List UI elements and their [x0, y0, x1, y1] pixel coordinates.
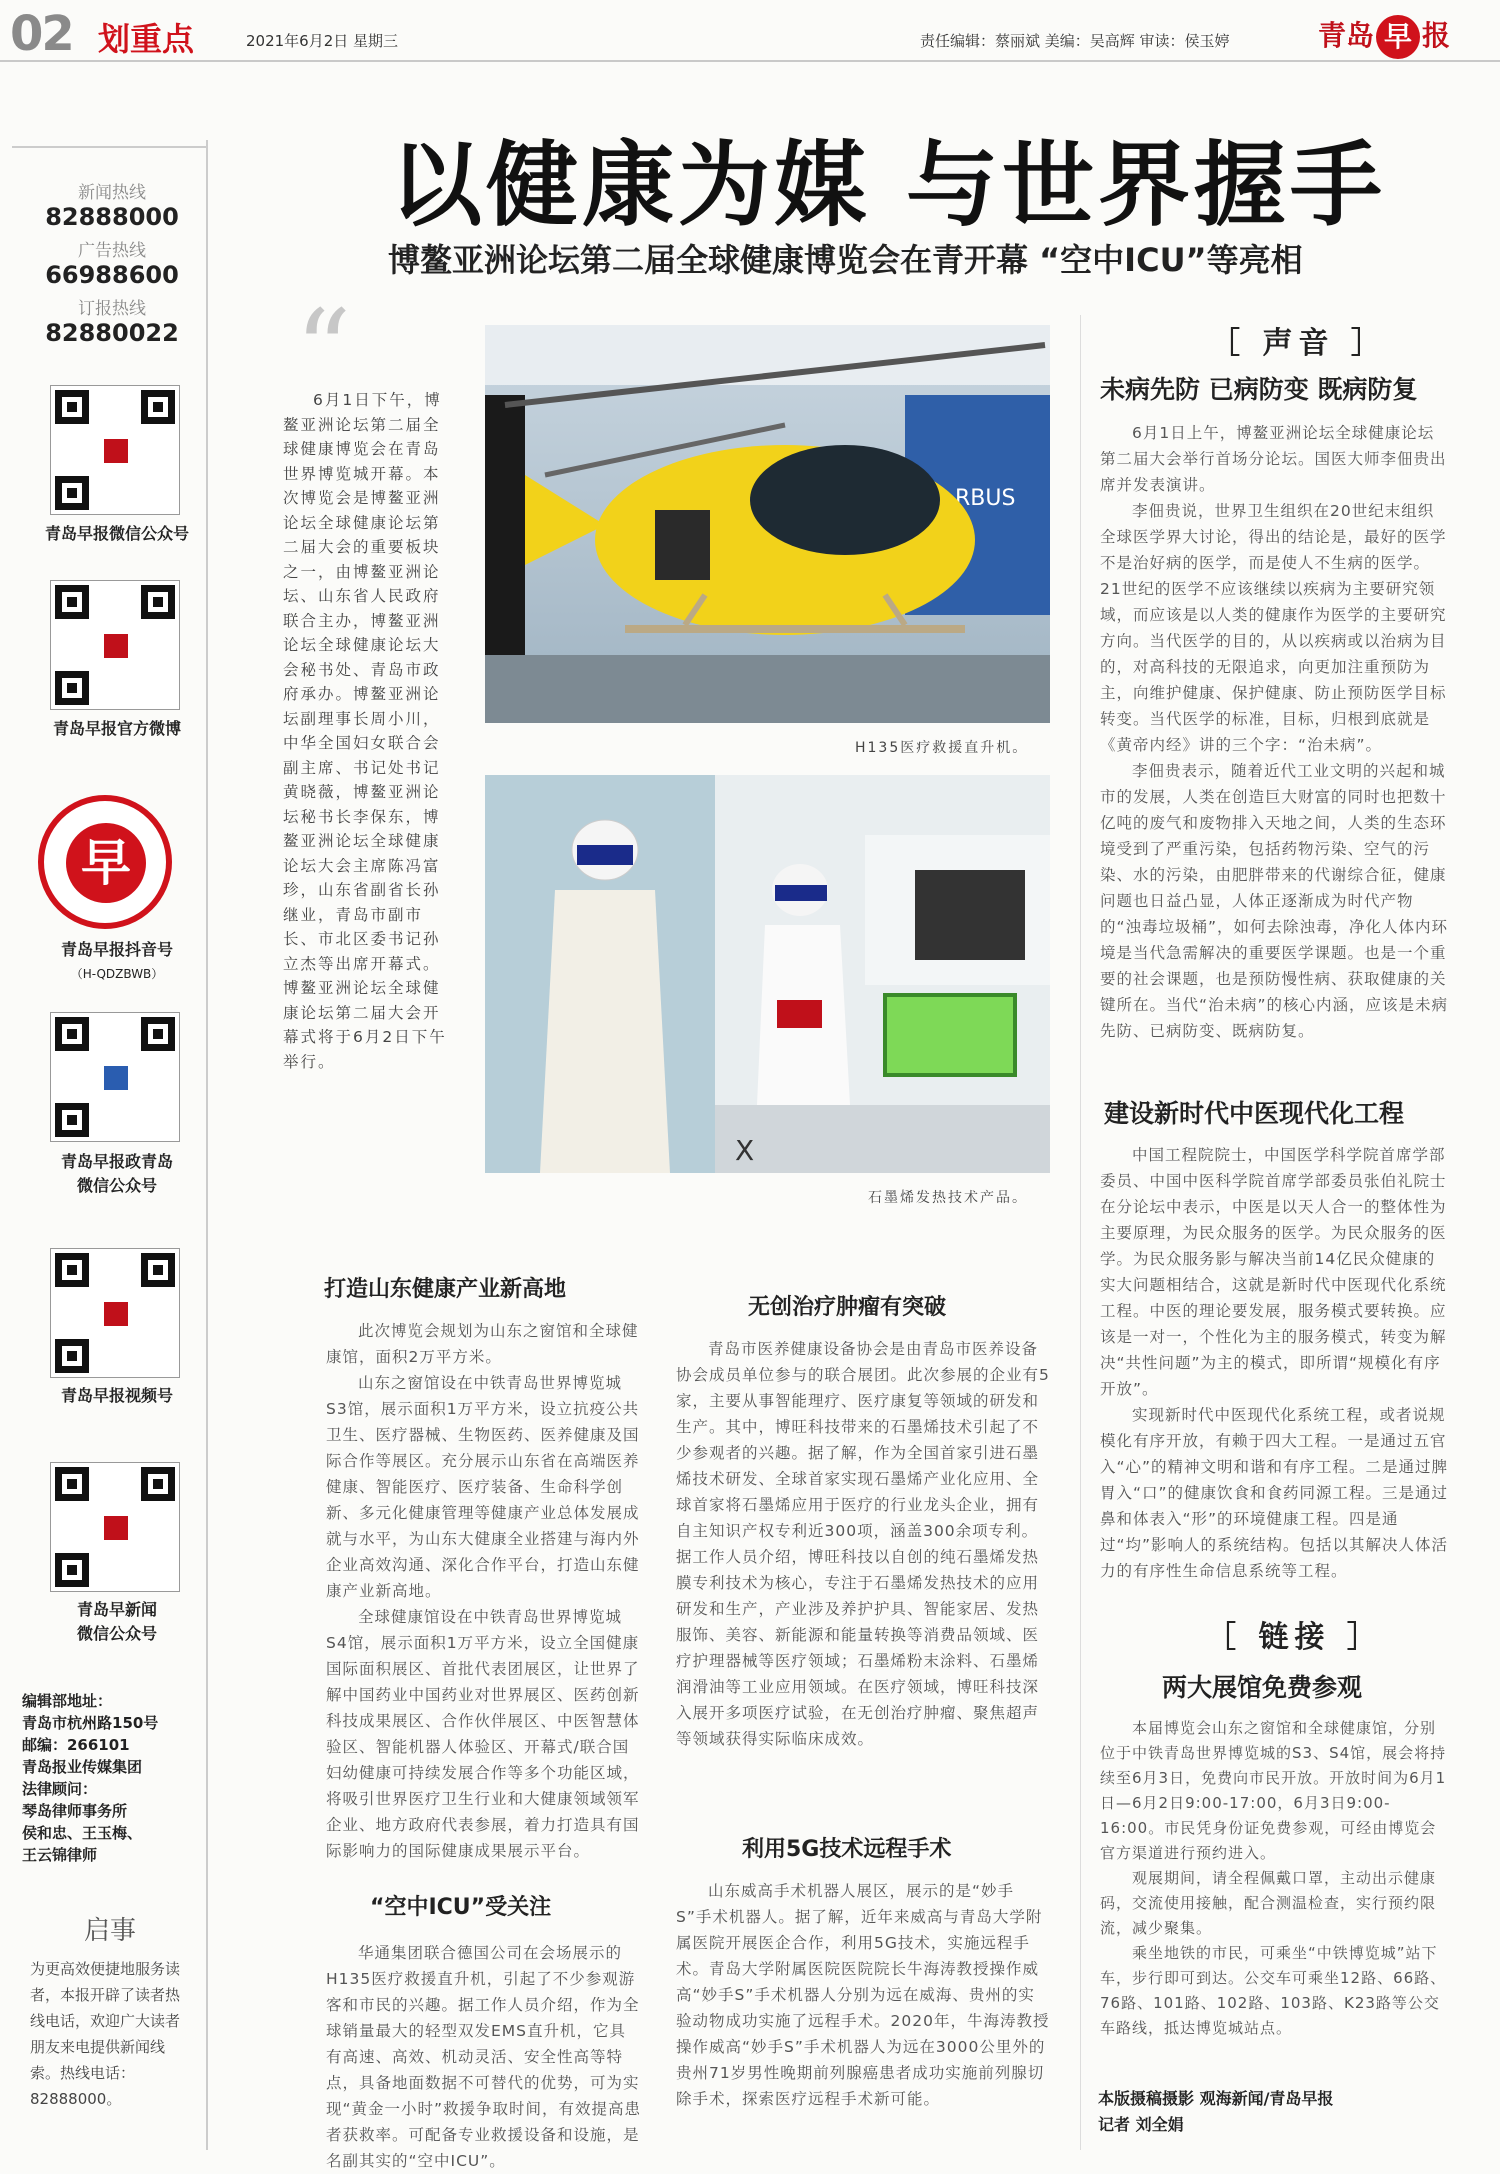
section1-title: 打造山东健康产业新高地	[324, 1277, 567, 1302]
section2-title: “空中ICU”受关注	[370, 1895, 552, 1920]
subheadline: 博鳌亚洲论坛第二届全球健康博览会在青开幕 “空中ICU”等亮相	[388, 241, 1303, 279]
graphene-illustration	[485, 775, 1050, 1173]
voice-title: 未病先防 已病防变 既病防复	[1100, 375, 1418, 404]
notice-title: 启事	[83, 1916, 136, 1946]
photo1-caption: H135医疗救援直升机。	[855, 740, 1029, 756]
issue-date: 2021年6月2日 星期三	[246, 32, 399, 50]
hotline-news: 新闻热线 82888000	[45, 183, 179, 231]
douyin-logo[interactable]	[38, 795, 172, 929]
editor-credits: 责任编辑：蔡丽斌 美编：吴高辉 审读：侯玉婷	[920, 32, 1230, 50]
qr-sublabel-douyin: （H-QDZBWB）	[70, 967, 164, 981]
section-title: 划重点	[98, 20, 195, 58]
logo-mark-icon: 早	[66, 823, 146, 903]
helicopter-illustration	[485, 325, 1050, 723]
section3-body: 青岛市医养健康设备协会是由青岛市医养设备协会成员单位参与的联合展团。此次参展的企业有5家，主要从事智能理疗、医疗康复等领域的研发和生产。其中，博旺科技带来的石墨烯技术引起了不少参观者的兴趣。据了解，作为全国首家引进石墨烯技术研发、全球首家实现石墨烯产业化应用、全球首家将石墨烯应用于医疗的行业龙头企业，拥有自主知识产权专利近300项，涵盖300余项专利。据工作人员介绍，博旺科技以自创的纯石墨烯发热膜专利技术为核心，专注于石墨烯发热技术的应用研发和生产，产业涉及养护护具、智能家居、发热服饰、美容、新能源和能量转换等消费品领域、医疗护理器械等医疗领域；石墨烯粉末涂料、石墨烯润滑油等工业应用领域。在医疗领域，博旺科技深入展开多项医疗试验，在无创治疗肿瘤、聚焦超声等领域获得实际临床成效。	[676, 1340, 1050, 1748]
hotline-subscribe: 订报热线 82880022	[45, 299, 179, 347]
qr-label-news: 青岛早新闻 微信公众号	[76, 1600, 157, 1643]
section4-body: 山东威高手术机器人展区，展示的是“妙手S”手术机器人。据了解，近年来威高与青岛大学附属医院开展医企合作，利用5G技术，实施远程手术。青岛大学附属医院医院院长牛海涛教授操作威高“妙手S”手术机器人分别为远在威海、贵州的实验动物成功实施了远程手术。2020年，牛海涛教授操作威高“妙手S”手术机器人为远在3000公里外的贵州71岁男性晚期前列腺癌患者成功实施前列腺切除手术，探索医疗远程手术新可能。	[676, 1882, 1050, 2108]
tcm-body: 中国工程院院士，中国医学科学院首席学部委员、中国中医科学院首席学部委员张伯礼院士在分论坛中表示，中医是以天人合一的整体性为主要原理，为民众服务的医学。为民众服务的医学。为民众服务影与解决当前14亿民众健康的实大问题相结合，这就是新时代中医现代化系统工程。中医的理论要发展，服务模式要转换。应该是一对一，个性化为主的服务模式，转变为解决“共性问题”为主的模式，即所谓“规模化有序开放”。 实现新时代中医现代化系统工程，或者说规模化有序开放，有赖于四大工程。一是通过五官入“心”的精神文明和谐和有序工程。二是通过脾胃入“口”的健康饮食和食药同源工程。三是通过鼻和体表入“形”的环境健康工程。四是通过“均”影响人的系统结构。包括以其解决人体活力的有序性生命信息系统等工程。	[1100, 1146, 1449, 1580]
photo2-caption: 石墨烯发热技术产品。	[868, 1190, 1028, 1206]
graphene-photo	[485, 775, 1050, 1173]
qr-code-video[interactable]	[50, 1248, 180, 1378]
svg-text:RBUS: RBUS	[955, 486, 1016, 511]
qr-label-douyin: 青岛早报抖音号	[60, 940, 173, 959]
column-divider	[1080, 315, 1081, 2150]
qr-code-wechat[interactable]	[50, 385, 180, 515]
page-header	[0, 0, 1500, 62]
voice-kicker: ［ 声音 ］	[1210, 326, 1387, 361]
page-number: 02	[10, 6, 73, 62]
editorial-address: 编辑部地址： 青岛市杭州路150号 邮编：266101 青岛报业传媒集团 法律顾问： 琴岛律师事务所 侯和忠、王玉梅、 王云锦律师	[22, 1692, 159, 1864]
photo-credit: 本版摄稿摄影 观海新闻/青岛早报 记者 刘全娟	[1098, 2089, 1334, 2134]
qr-code-weibo[interactable]	[50, 580, 180, 710]
newspaper-logo[interactable]: 青岛 早 报	[1318, 14, 1450, 59]
qr-label-video: 青岛早报视频号	[60, 1386, 173, 1405]
tcm-title: 建设新时代中医现代化工程	[1104, 1099, 1405, 1128]
qr-code-zhengqingdao[interactable]	[50, 1012, 180, 1142]
voice-body: 6月1日上午，博鳌亚洲论坛全球健康论坛第二届大会举行首场分论坛。国医大师李佃贵出席并发表演讲。 李佃贵说，世界卫生组织在20世纪末组织全球医学界大讨论，得出的结论是，最好的医学不是治好病的医学，而是使人不生病的医学。21世纪的医学不应该继续以疾病为主要研究领域，而应该是以人类的健康作为医学的主要研究方向。当代医学的目的，从以疾病或以治病为目的，对高科技的无限追求，向更加注重预防为主，向维护健康、保护健康、防止预防医学目标转变。当代医学的标准，目标，归根到底就是《黄帝内经》讲的三个字：“治未病”。 李佃贵表示，随着近代工业文明的兴起和城市的发展，人类在创造巨大财富的同时也把数十亿吨的废气和废物排入天地之间，人类的生态环境受到了严重污染，包括药物污染、空气的污染、水的污染，由肥胖带来的代谢综合征，健康问题也日益凸显，人体正逐渐成为时代产物的“浊毒垃圾桶”，如何去除浊毒，净化人体内环境是当代急需解决的重要医学课题。也是一个重要的社会课题，也是预防慢性病、获取健康的关键所在。当代“治未病”的核心内涵，应该是未病先防、已病防变、既病防复。	[1100, 424, 1449, 1040]
helicopter-photo	[485, 325, 1050, 723]
qr-code-news[interactable]	[50, 1462, 180, 1592]
qr-label-wechat: 青岛早报微信公众号	[44, 524, 189, 543]
qr-label-weibo: 青岛早报官方微博	[52, 719, 181, 738]
quote-mark-icon: “	[295, 286, 352, 414]
link-title: 两大展馆免费参观	[1162, 1673, 1363, 1702]
headline: 以健康为媒 与世界握手	[390, 132, 1387, 239]
logo-mark: 早	[1376, 15, 1420, 59]
lead-paragraph: 6月1日下午，博鳌亚洲论坛第二届全球健康博览会在青岛世界博览城开幕。本次博览会是博鳌亚洲论坛全球健康论坛第二届大会的重要板块之一，由博鳌亚洲论坛、山东省人民政府联合主办，博鳌亚洲论坛全球健康论坛大会秘书处、青岛市政府承办。博鳌亚洲论坛副理事长周小川，中华全国妇女联合会副主席、书记处书记黄晓薇，博鳌亚洲论坛秘书长李保东，博鳌亚洲论坛全球健康论坛大会主席陈冯富珍，山东省副省长孙继业，青岛市副市长、市北区委书记孙立杰等出席开幕式。博鳌亚洲论坛全球健康论坛第二届大会开幕式将于6月2日下午举行。	[283, 391, 447, 1071]
notice-text: 为更高效便捷地服务读者，本报开辟了读者热线电话，欢迎广大读者朋友来电提供新闻线索。热线电话：82888000。	[30, 1960, 181, 2108]
section4-title: 利用5G技术远程手术	[742, 1837, 952, 1862]
link-kicker: ［ 链接 ］	[1206, 1620, 1383, 1655]
svg-text:Ⅹ: Ⅹ	[735, 1134, 755, 1167]
qr-label-zhengqingdao: 青岛早报政青岛 微信公众号	[60, 1152, 173, 1195]
section3-title: 无创治疗肿瘤有突破	[748, 1295, 947, 1320]
hotline-ads: 广告热线 66988600	[45, 241, 179, 289]
section1-body: 此次博览会规划为山东之窗馆和全球健康馆，面积2万平方米。 山东之窗馆设在中铁青岛世界博览城S3馆，展示面积1万平方米，设立抗疫公共卫生、医疗器械、生物医药、医养健康及国际合作等展区。充分展示山东省在高端医养健康、智能医疗、医疗装备、生命科学创新、多元化健康管理等健康产业总体发展成就与水平，为山东大健康全业搭建与海内外企业高效沟通、深化合作平台，打造山东健康产业新高地。 全球健康馆设在中铁青岛世界博览城S4馆，展示面积1万平方米，设立全国健康国际面积展区、首批代表团展区，让世界了解中国药业中国药业对世界展区、医药创新科技成果展区、合作伙伴展区、中医智慧体验区、智能机器人体验区、开幕式/联合国妇幼健康可持续发展合作等多个功能区域，将吸引世界医疗卫生行业和大健康领域领军企业、地方政府代表参展，着力打造具有国际影响力的国际健康成果展示平台。	[326, 1322, 640, 1860]
section2-body: 华通集团联合德国公司在会场展示的H135医疗救援直升机，引起了不少参观游客和市民的兴趣。据工作人员介绍，作为全球销量最大的轻型双发EMS直升机，它具有高速、高效、机动灵活、安全性高等特点，具备地面数据不可替代的优势，可为实现“黄金一小时”救援争取时间，有效提高患者获救率。可配备专业救援设备和设施，是名副其实的“空中ICU”。	[326, 1944, 642, 2170]
link-body: 本届博览会山东之窗馆和全球健康馆，分别位于中铁青岛世界博览城的S3、S4馆，展会将持续至6月3日，免费向市民开放。开放时间为6月1日—6月2日9:00-17:00，6月3日9:00-16:00。市民凭身份证免费参观，可经由博览会官方渠道进行预约进入。 观展期间，请全程佩戴口罩，主动出示健康码，交流使用接触，配合测温检查，实行预约限流，减少聚集。 乘坐地铁的市民，可乘坐“中铁博览城”站下车，步行即可到达。公交车可乘坐12路、66路、76路、101路、102路、103路、K23路等公交车路线，抵达博览城站点。	[1100, 1719, 1447, 2037]
